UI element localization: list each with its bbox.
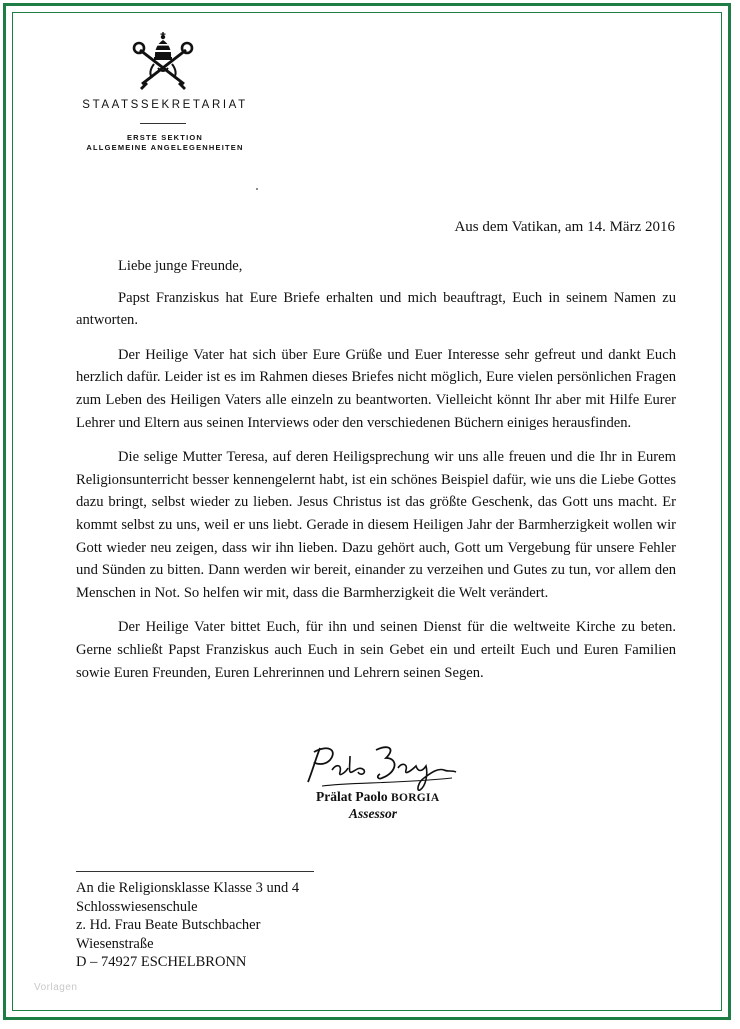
section-line-2: ALLGEMEINE ANGELEGENHEITEN (86, 143, 244, 152)
signer-role: Assessor (349, 806, 398, 821)
paragraph: Die selige Mutter Teresa, auf deren Heiligsprechung wir uns alle freuen und die Ihr in Eurem Religionsunterricht besser kennengelernt habt, ist ein schönes Beispiel dafür, wie uns die Liebe Gottes dazu bringt, selbst wieder zu lieben. Jesus Christus ist das größte Geschenk, das Gott uns macht. Er kommt selbst zu uns, weil er uns liebt. Gerade in diesem Heiligen Jahr der Barmherzigkeit wollen wir Gott wieder neu zeigen, dass wir ihn lieben. Dazu gehört auch, Gott um Vergebung für unsere Fehler und Sünden zu bitten. Dann werden wir bereit, einander zu verzeihen und Gutes zu tun, vor allem den Menschen in Not. So helfen wir mit, dass die Barmherzigkeit die Welt verändert. (76, 449, 676, 601)
section-name (52, 133, 278, 153)
address-line: Schlosswiesenschule (76, 898, 198, 915)
address-line: Wiesenstraße (76, 935, 154, 952)
address-line: D – 74927 ESCHELBRONN (76, 954, 247, 970)
salutation: Liebe junge Freunde, (118, 258, 243, 274)
papal-coat-of-arms-icon (128, 28, 198, 96)
watermark-text: Vorlagen (34, 982, 78, 993)
section-line-1: ERSTE SEKTION (126, 133, 204, 142)
recipient-address (76, 879, 299, 972)
paragraph: Papst Franziskus hat Eure Briefe erhalten und mich beauftragt, Euch in seinem Namen zu antworten. (76, 289, 676, 329)
address-line: An die Religionsklasse Klasse 3 und 4 (76, 880, 300, 896)
paragraph: Der Heilige Vater hat sich über Eure Grüße und Euer Interesse sehr gefreut und dankt Euch herzlich dafür. Leider ist es im Rahmen dieses Briefes nicht möglich, Eure vielen persönlichen Fragen zum Leben des Heiligen Vaters alle einzeln zu beantworten. Vielleicht könnt Ihr aber mit Hilfe Eurer Lehrer und Eltern aus seinen Interviews oder den verschiedenen Büchern einiges herausfinden. (76, 346, 676, 431)
signer-title: Prälat Paolo (316, 789, 388, 804)
letter-body (76, 255, 676, 696)
address-divider (76, 871, 314, 872)
letterhead-divider (140, 123, 186, 124)
office-name: STAATSSEKRETARIAT (82, 99, 248, 111)
paragraph: Der Heilige Vater bittet Euch, für ihn und seinen Dienst für die weltweite Kirche zu beten. Gerne schließt Papst Franziskus auch Euch in sein Gebet ein und erteilt Euch und Euren Familien sowie Euren Freunden, Euren Lehrerinnen und Lehrern seinen Segen. (76, 619, 676, 681)
signer-surname: BORGIA (390, 792, 440, 804)
scan-speck (256, 188, 258, 190)
date-line: Aus dem Vatikan, am 14. März 2016 (454, 219, 675, 235)
signer-name (316, 789, 439, 805)
address-line: z. Hd. Frau Beate Butschbacher (76, 917, 261, 933)
